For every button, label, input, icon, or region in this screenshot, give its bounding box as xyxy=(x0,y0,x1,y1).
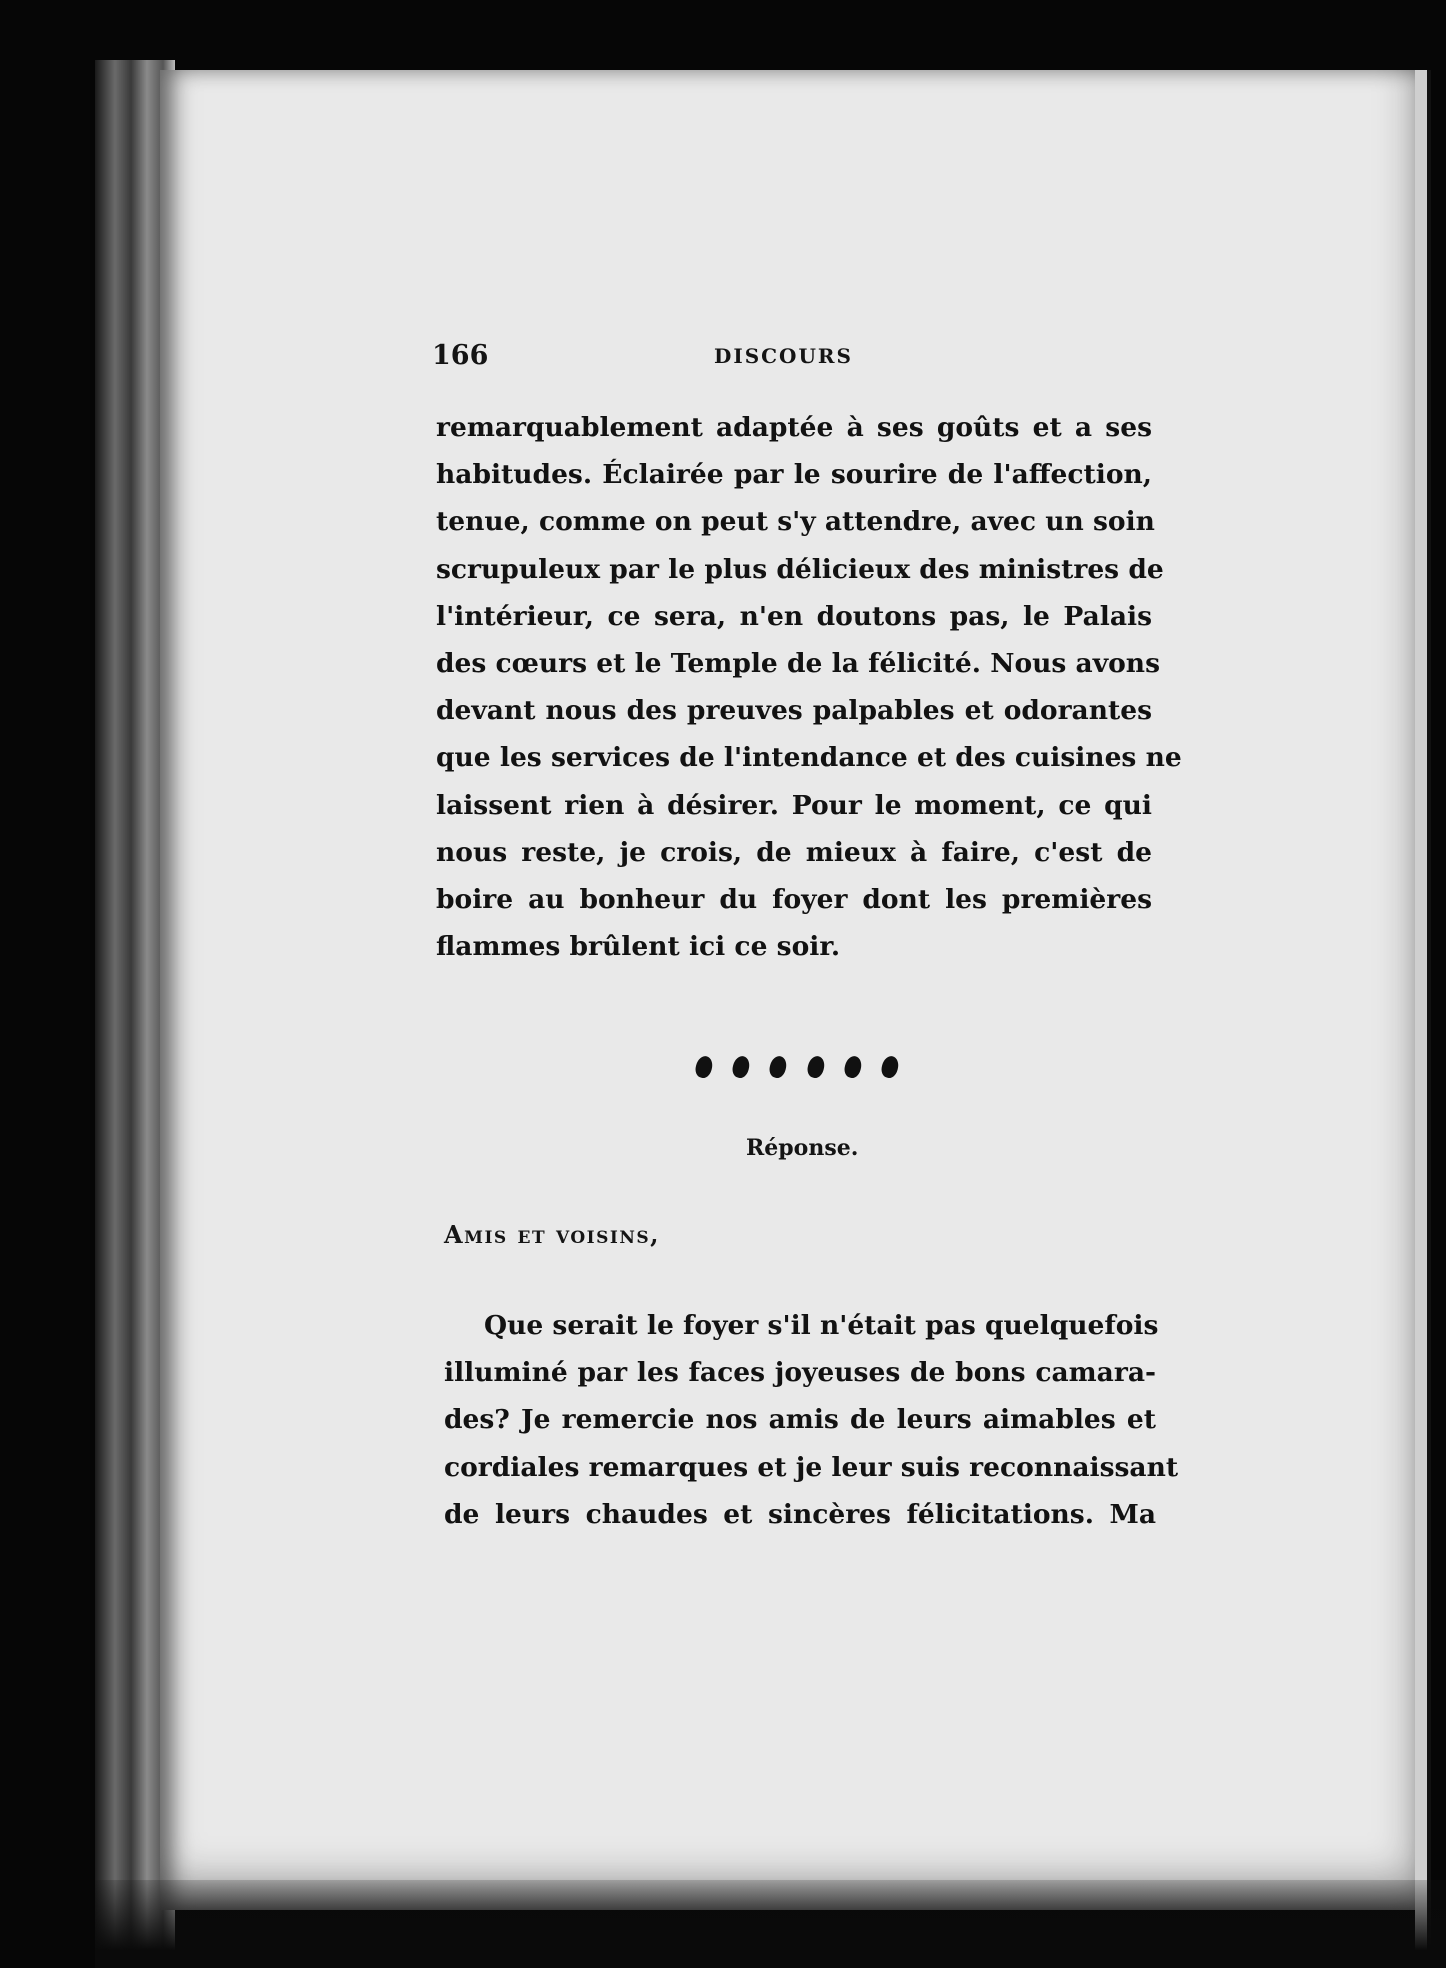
ornament-dot xyxy=(693,1054,714,1079)
text-line: que les services de l'intendance et des cuisines ne xyxy=(436,742,1182,774)
paragraph-2 xyxy=(444,1302,1179,1538)
text-line: flammes brûlent ici ce soir. xyxy=(436,931,841,963)
salutation: Amis et voisins, xyxy=(444,1220,661,1249)
page-header xyxy=(432,340,1152,380)
running-head: DISCOURS xyxy=(714,344,853,368)
text-line: illuminé par les faces joyeuses de bons camara- xyxy=(444,1357,1156,1389)
paragraph-1 xyxy=(436,404,1182,970)
text-line: l'intérieur, ce sera, n'en doutons pas, le Palais xyxy=(436,600,1152,632)
text-line: laissent rien à désirer. Pour le moment, ce qui xyxy=(436,789,1152,821)
text-line: de leurs chaudes et sincères félicitations. Ma xyxy=(444,1498,1156,1530)
text-line: habitudes. Éclairée par le sourire de l'affection, xyxy=(436,459,1152,491)
text-line: scrupuleux par le plus délicieux des ministres de xyxy=(436,553,1164,585)
text-line: nous reste, je crois, de mieux à faire, c'est de xyxy=(436,836,1152,868)
page-number: 166 xyxy=(432,340,489,371)
ornament-dot xyxy=(805,1054,826,1079)
ornament-dot xyxy=(842,1054,863,1079)
page-edge-shadow xyxy=(1427,70,1431,1950)
fleuron-ornament-icon xyxy=(696,1052,898,1082)
text-line: Que serait le foyer s'il n'était pas quelquefois xyxy=(484,1310,1159,1341)
section-title: Réponse. xyxy=(746,1135,859,1161)
ornament-dot xyxy=(879,1054,900,1079)
text-line: cordiales remarques et je leur suis reconnaissant xyxy=(444,1451,1179,1483)
text-line: des cœurs et le Temple de la félicité. Nous avons xyxy=(436,647,1160,679)
ornament-dot xyxy=(768,1054,789,1079)
text-line: des? Je remercie nos amis de leurs aimables et xyxy=(444,1404,1156,1436)
text-line: tenue, comme on peut s'y attendre, avec un soin xyxy=(436,506,1155,538)
text-line: boire au bonheur du foyer dont les premières xyxy=(436,883,1152,915)
text-line: remarquablement adaptée à ses goûts et a ses xyxy=(436,412,1152,443)
bottom-shadow xyxy=(95,1880,1446,1968)
ornament-dot xyxy=(731,1054,752,1079)
text-line: devant nous des preuves palpables et odorantes xyxy=(436,695,1152,727)
